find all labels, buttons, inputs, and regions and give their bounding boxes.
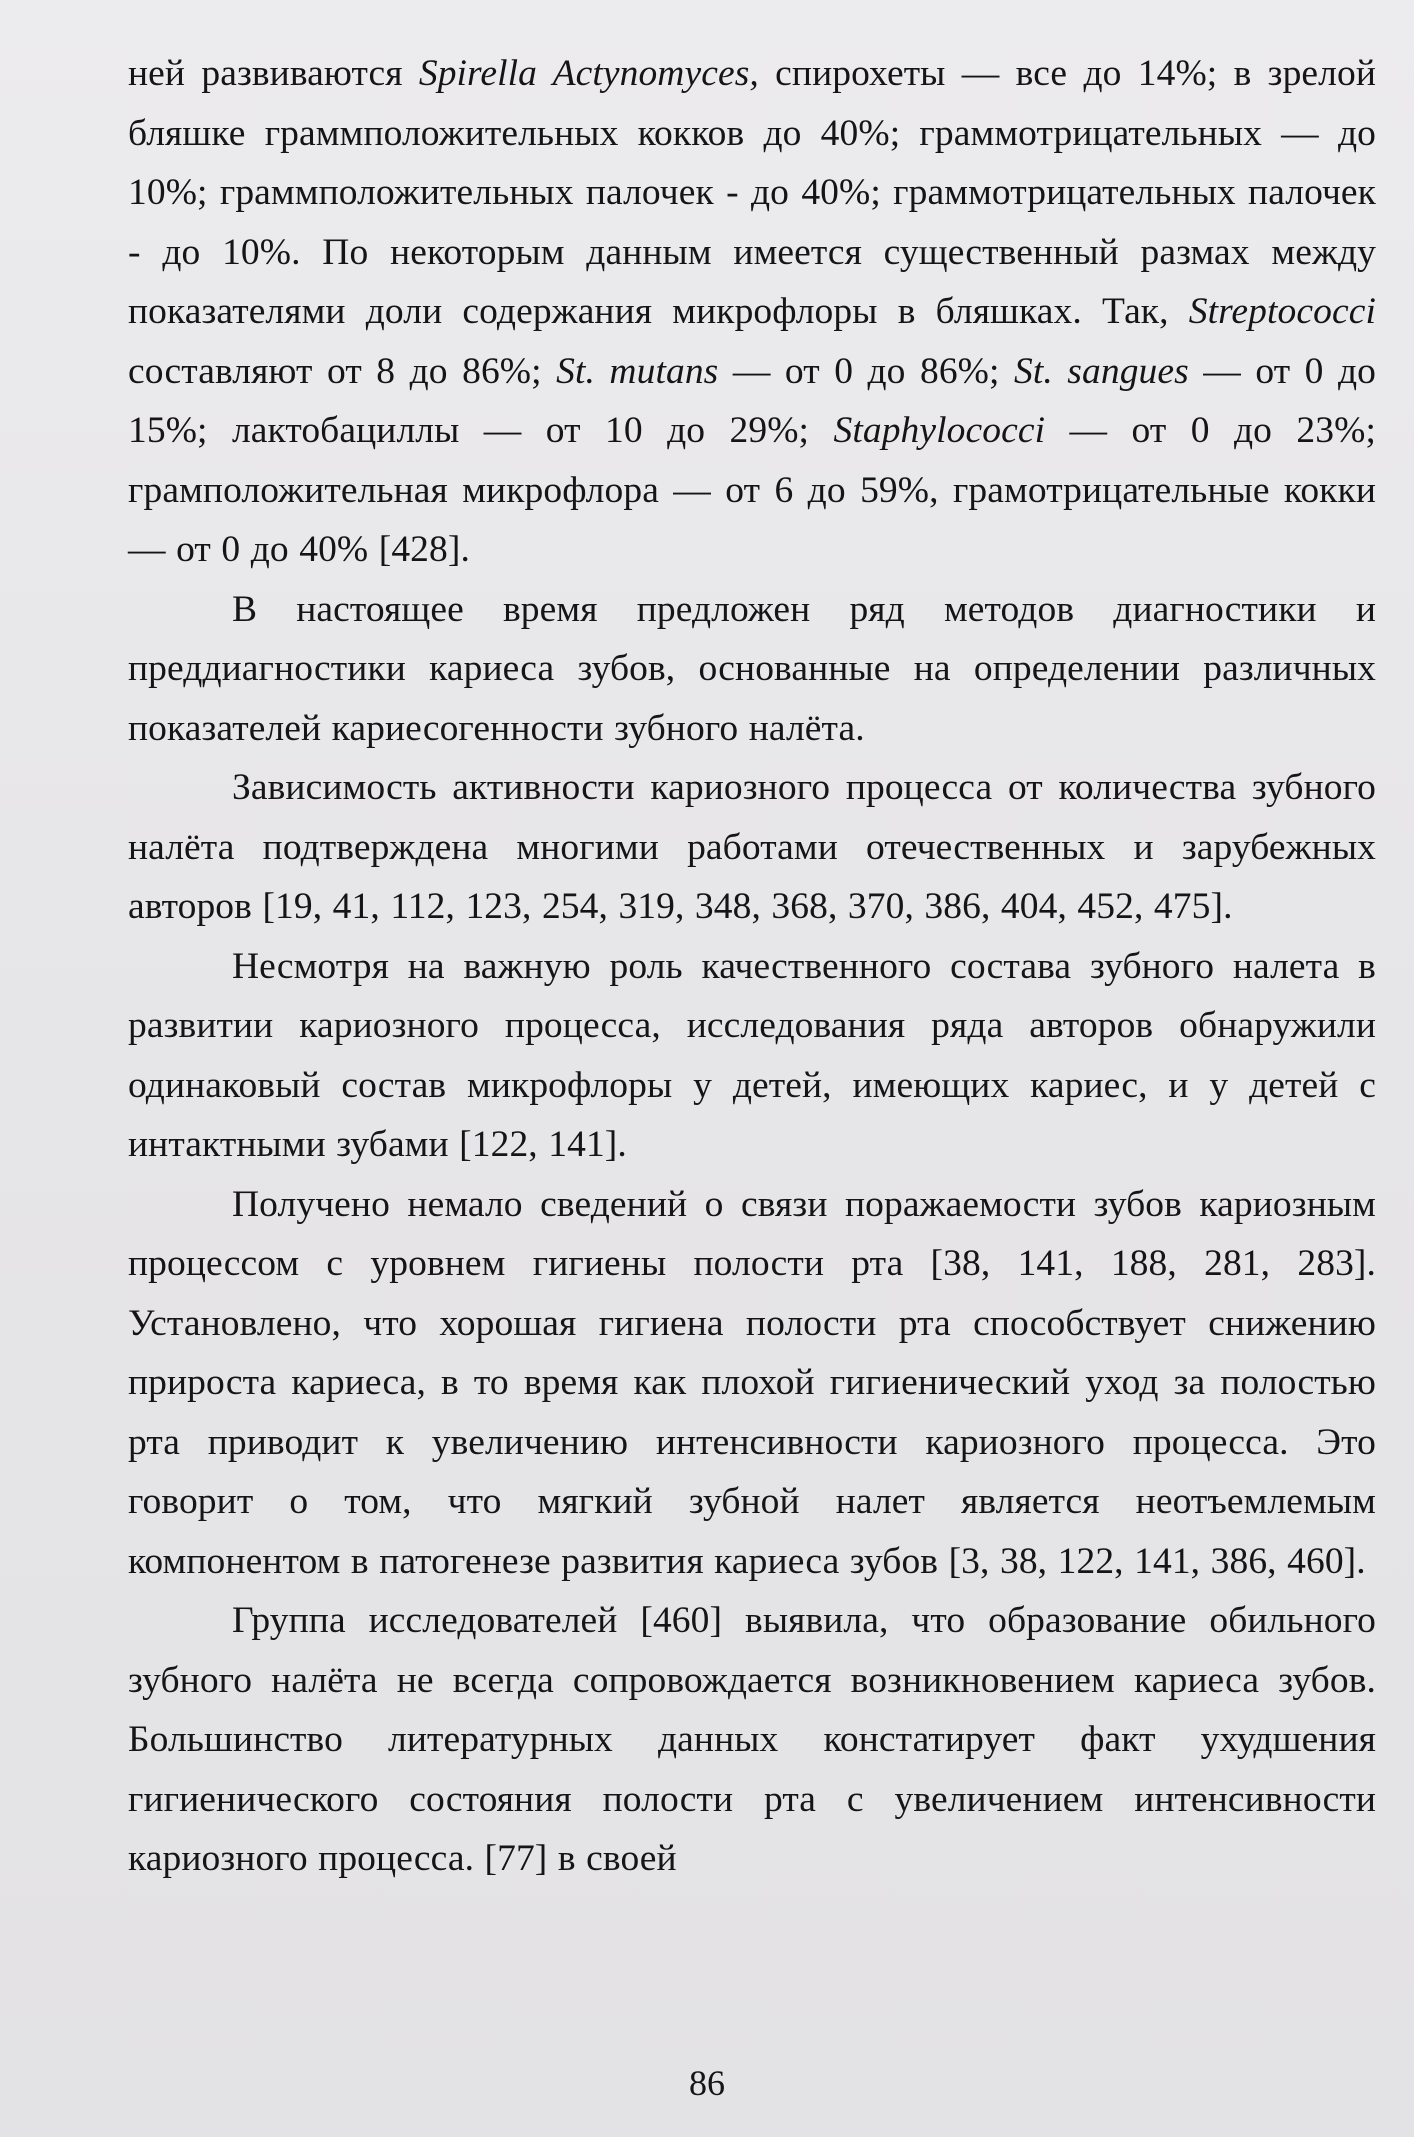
page-number: 86 (689, 2063, 725, 2103)
text-run: спирохеты — все до 14%; в зрелой бляшке граммположительных кокков до 40%; граммотрицательных — до 10%; граммположительных палочек - до 40%; граммотрицательных палочек - до 10%. По некоторым данным имеется существенный размах между показателями доли содержания микрофлоры в бляшках. Так, (128, 53, 1377, 332)
text-run: ней развиваются (128, 53, 419, 94)
paragraph (128, 44, 1376, 580)
text-run: В настоящее время предложен ряд методов диагностики и преддиагностики кариеса зубов, основанные на определении различных показателей кариесогенности зубного налёта. (128, 588, 1376, 749)
paragraph (128, 937, 1376, 1175)
italic-term: St. sangues (1014, 350, 1189, 392)
paragraph (128, 758, 1376, 937)
text-run: Несмотря на важную роль качественного состава зубного налета в развитии кариозного процесса, исследования ряда авторов обнаружили одинаковый состав микрофлоры у детей, имеющих кариес, и у детей с интактными зубами [122, 141]. (128, 945, 1376, 1165)
italic-term: Spirella Actynomyces, (418, 53, 759, 94)
text-run: — от 0 до 86%; (718, 350, 1014, 392)
text-run: Зависимость активности кариозного процесса от количества зубного налёта подтверждена многими работами отечественных и зарубежных авторов [19, 41, 112, 123, 254, 319, 348, 368, 370, 386, 404, 452, 475]. (128, 767, 1376, 927)
text-run: Получено немало сведений о связи поражаемости зубов кариозным процессом с уровнем гигиены полости рта [38, 141, 188, 281, 283]. Установлено, что хорошая гигиена полости рта способствует снижению прироста кариеса, в то время как плохой гигиенический уход за полостью рта приводит к увеличению интенсивности кариозного процесса. Это говорит о том, что мягкий зубной налет является неотъемлемым компонентом в патогенезе развития кариеса зубов [3, 38, 122, 141, 386, 460]. (128, 1183, 1376, 1582)
text-run: Группа исследователей [460] выявила, что образование обильного зубного налёта не всегда сопровождается возникновением кариеса зубов. Большинство литературных данных констатирует факт ухудшения гигиенического состояния полости рта с увеличением интенсивности кариозного процесса. [77] в своей (128, 1600, 1376, 1879)
italic-term: St. mutans (556, 350, 719, 392)
paragraph (128, 1175, 1376, 1592)
italic-term: Streptococci (1188, 291, 1376, 332)
text-run: — от 0 до 15%; лактобациллы — от 10 до 29%; (128, 350, 1376, 451)
text-run: — от 0 до 23%; грамположительная микрофлора — от 6 до 59%, грамотрицательные кокки — от 0 до 40% [428]. (128, 410, 1376, 570)
paragraph (128, 580, 1376, 759)
italic-term: Staphylococci (833, 410, 1046, 451)
body-text (128, 44, 1376, 1889)
paragraph (128, 1591, 1376, 1889)
text-run: составляют от 8 до 86%; (128, 350, 557, 392)
